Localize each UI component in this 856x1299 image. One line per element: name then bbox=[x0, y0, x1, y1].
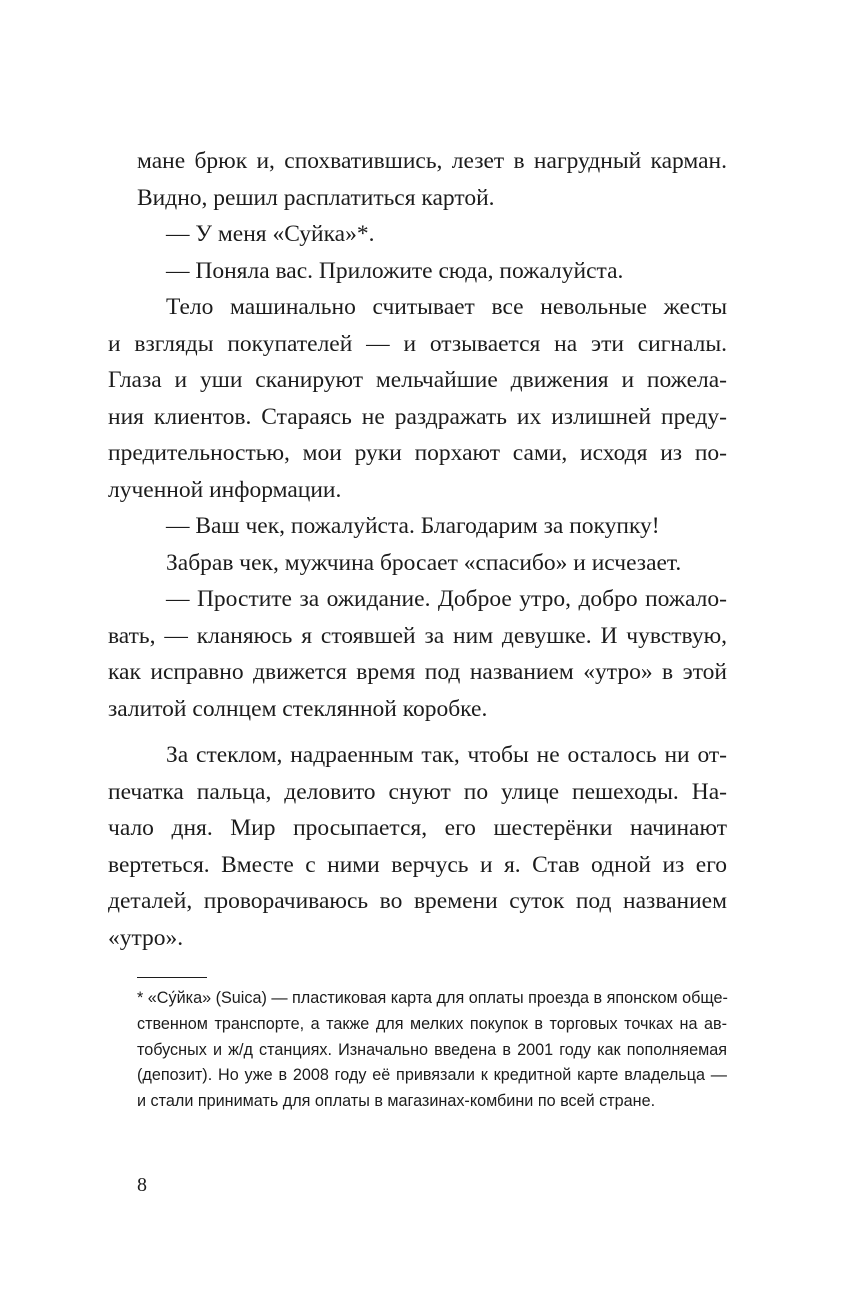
footnote-line: * «Су́йка» (Suica) — пластиковая карта для оплаты проезда в японском обще- bbox=[137, 989, 728, 1007]
text-line: — Простите за ожидание. Доброе утро, добро пожало- bbox=[166, 586, 727, 612]
footnote-line: (депозит). Но уже в 2008 году её привязали к кредитной карте владельца — bbox=[137, 1066, 727, 1085]
footnote-line: ственном транспорте, а также для мелких покупок в торговых точках на ав- bbox=[137, 1014, 727, 1033]
text-line: вать, — кланяюсь я стоявшей за ним девушке. И чувствую, bbox=[108, 622, 727, 649]
dialogue-line-1 bbox=[137, 216, 727, 253]
text-line: деталей, проворачиваюсь во времени суток под названием bbox=[108, 888, 727, 914]
text-line: Видно, решил расплатиться картой. bbox=[137, 184, 495, 211]
paragraph-1 bbox=[137, 143, 727, 216]
text-line: лученной информации. bbox=[108, 476, 342, 503]
footnote bbox=[137, 986, 727, 1115]
footnote-line: тобусных и ж/д станциях. Изначально введена в 2001 году как пополняемая bbox=[137, 1040, 727, 1059]
text-line: мане брюк и, спохватившись, лезет в нагрудный карман. bbox=[137, 148, 727, 174]
text-line: — У меня «Суйка»*. bbox=[166, 221, 375, 247]
text-line: как исправно движется время под названием «утро» в этой bbox=[108, 659, 727, 685]
text-line: Глаза и уши сканируют мельчайшие движения и пожела- bbox=[108, 367, 727, 393]
paragraph-4 bbox=[108, 737, 727, 956]
text-line: печатка пальца, деловито снуют по улице пешеходы. На- bbox=[108, 778, 727, 805]
page-number: 8 bbox=[137, 1174, 147, 1196]
text-line: Забрав чек, мужчина бросает «спасибо» и исчезает. bbox=[166, 549, 682, 576]
dialogue-line-2 bbox=[137, 253, 727, 290]
text-line: и взгляды покупателей — и отзывается на эти сигналы. bbox=[108, 330, 727, 357]
text-line: «утро». bbox=[108, 924, 184, 951]
paragraph-2 bbox=[108, 289, 727, 508]
paragraph-3 bbox=[137, 545, 727, 582]
text-line: За стеклом, надраенным так, чтобы не осталось ни от- bbox=[166, 742, 727, 768]
text-line: предительностью, мои руки порхают сами, исходя из по- bbox=[108, 440, 727, 466]
text-line: чало дня. Мир просыпается, его шестерёнки начинают bbox=[108, 815, 727, 841]
main-text bbox=[108, 143, 727, 956]
footnote-divider bbox=[137, 977, 207, 978]
footnote-line: и стали принимать для оплаты в магазинах-комбини по всей стране. bbox=[137, 1092, 656, 1111]
text-line: — Поняла вас. Приложите сюда, пожалуйста. bbox=[166, 257, 624, 284]
text-line: вертеться. Вместе с ними верчусь и я. Став одной из его bbox=[108, 851, 727, 878]
dialogue-line-4 bbox=[108, 581, 727, 727]
text-line: залитой солнцем стеклянной коробке. bbox=[108, 695, 488, 722]
text-line: ния клиентов. Стараясь не раздражать их излишней преду- bbox=[108, 403, 727, 430]
text-line: — Ваш чек, пожалуйста. Благодарим за покупку! bbox=[166, 513, 660, 539]
text-line: Тело машинально считывает все невольные жесты bbox=[166, 294, 727, 320]
dialogue-line-3 bbox=[137, 508, 727, 545]
